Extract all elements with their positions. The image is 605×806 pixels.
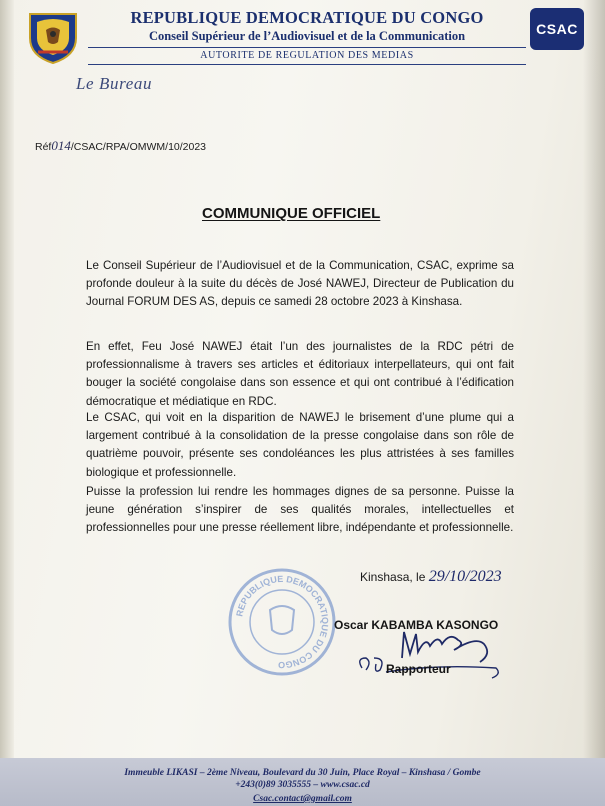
reference-line xyxy=(35,138,206,154)
stamp-text: REPUBLIQUE DEMOCRATIQUE DU CONGO xyxy=(234,573,331,671)
place-label: Kinshasa, le xyxy=(360,570,426,584)
national-emblem-icon xyxy=(24,8,82,66)
body-paragraph: Le CSAC, qui voit en la disparition de NAWEJ le brisement d’une plume qui a largement contribué à la consolidation de la presse congolaise dans son rôle de quatrième pouvoir, présente ses condoléances les plus attristées à ses familles biologique et professionnelle. xyxy=(86,411,514,479)
header-divider xyxy=(88,64,526,65)
body-paragraph: Puisse la profession lui rendre les hommages dignes de sa personne. Puisse la jeune génération s’inspirer de ses qualités morales, intellectuelles et professionnelles pour une presse réellement libre, indépendante et professionnelle. xyxy=(86,485,514,535)
csac-logo-text: CSAC xyxy=(536,21,578,37)
page-shadow-right xyxy=(583,0,605,806)
svg-text:REPUBLIQUE DEMOCRATIQUE DU CON xyxy=(234,574,330,670)
signatory-role: Rapporteur xyxy=(386,662,451,676)
body-paragraph: Le Conseil Supérieur de l’Audiovisuel et de la Communication, CSAC, exprime sa profonde douleur à la suite du décès de José NAWEJ, Directeur de Publication du Journal FORUM DES AS, depuis ce samedi 28 octobre 2023 à Kinshasa. xyxy=(86,259,514,309)
authority-subtitle: AUTORITE DE REGULATION DES MEDIAS xyxy=(200,50,414,61)
official-stamp-icon xyxy=(226,566,338,678)
bureau-label: Le Bureau xyxy=(76,74,153,93)
body-paragraph: En effet, Feu José NAWEJ était l’un des journalistes de la RDC pétri de professionnalisme à travers ses articles et éditoriaux interpellateurs, qui ont fait bouger la société congolaise dans son essence et qui ont contribué à l’édification démocratique et médiatique en RDC. xyxy=(86,340,514,408)
footer-address: Immeuble LIKASI – 2ème Niveau, Boulevard du 30 Juin, Place Royal – Kinshasa / Gombe xyxy=(124,768,481,778)
signatory-name: Oscar KABAMBA KASONGO xyxy=(334,618,499,632)
reference-prefix: Réf xyxy=(35,141,52,153)
signature-date: 29/10/2023 xyxy=(428,568,502,585)
reference-handwritten-number: 014 xyxy=(51,138,71,153)
document-title: COMMUNIQUE OFFICIEL xyxy=(202,205,381,222)
csac-logo xyxy=(530,8,584,50)
reference-code: /CSAC/RPA/OMWM/10/2023 xyxy=(70,141,207,153)
council-name: Conseil Supérieur de l’Audiovisuel et de la Communication xyxy=(148,29,466,43)
footer-phone-web: +243(0)89 3035555 – www.csac.cd xyxy=(235,780,370,790)
footer-email: Csac.contact@gmail.com xyxy=(253,794,352,804)
page-shadow-left xyxy=(0,0,14,806)
header-divider xyxy=(88,47,526,48)
place-and-date xyxy=(360,568,502,586)
country-heading: REPUBLIQUE DEMOCRATIQUE DU CONGO xyxy=(130,8,484,27)
